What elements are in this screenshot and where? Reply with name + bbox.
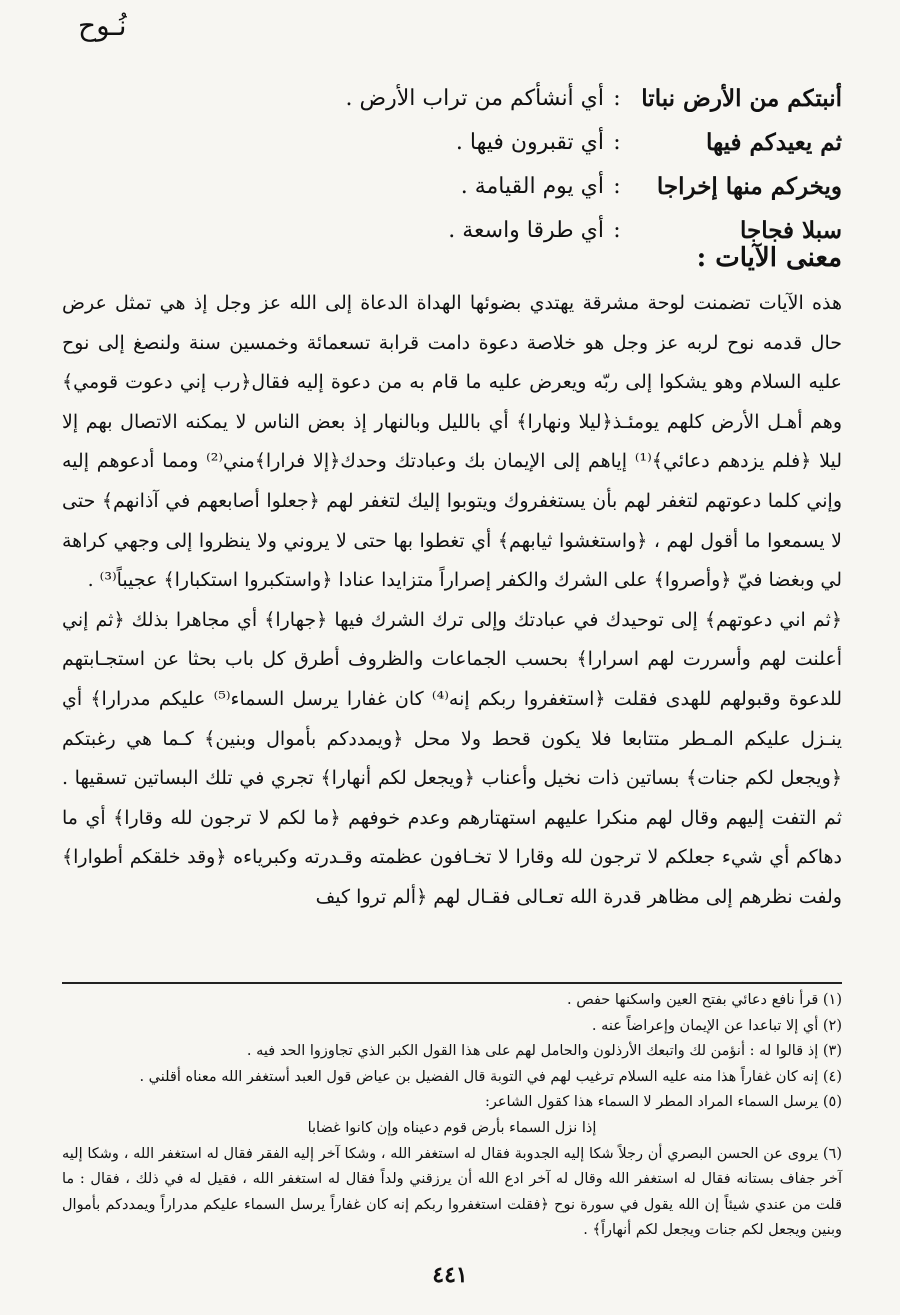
body-paragraph: هذه الآيات تضمنت لوحة مشرقة يهتدي بضوئها الهداة الدعاة إلى الله عز وجل إذ هي تمثل عرض حال قدمه نوح لربه عز وجل هو خلاصة دعوة دامت قرابة تسعمائة وخمسين سنة ولنصغ إلى نوح عليه السلام وهو يشكوا إلى ربّه ويعرض عليه ما قام به من دعوة إليه فقال﴿رب إني دعوت قومي﴾ وهم أهـل الأرض كلهم يومئـذ﴿ليلا ونهارا﴾ أي بالليل وبالنهار إذ بعض الناس لا يمكنه الاتصال بهم إلا ليلا ﴿فلم يزدهم دعائي﴾⁽¹⁾ إياهم إلى الإيمان بك وعبادتك وحدك﴿إلا فرارا﴾مني⁽²⁾ ومما أدعوهم إليه وإني كلما دعوتهم لتغفر لهم بأن يستغفروك ويتوبوا إليك لتغفر لهم ﴿جعلوا أصابعهم في آذانهم﴾ حتى لا يسمعوا ما أقول لهم ، ﴿واستغشوا ثيابهم﴾ أي تغطوا بها حتى لا يروني ولا ينظروا إلى وجهي كراهة لي وبغضا فيّ ﴿وأصروا﴾ على الشرك والكفر إصراراً متزايدا عنادا ﴿واستكبروا استكبارا﴾ عجيباً⁽³⁾ . [62,292,842,592]
glossary-term: ثم يعيدكم فيها [705,128,842,156]
footnote: (٦) يروى عن الحسن البصري أن رجلاً شكا إليه الجدوبة فقال له استغفر الله ، وشكا آخر إليه الفقر فقال له استغفر الله ، وشكا إليه آخر جفاف بستانه فقال له استغفر الله وقال له آخر ادع الله أن يرزقني ولداً فقال له استغفر الله ، فقيل له في ذلك ، فقال : ما قلت من عندي شيئاً إن الله يقول في سورة نوح ﴿فقلت استغفروا ربكم إنه كان غفاراً يرسل السماء عليكم مدراراً ويمددكم بأموال وبنين ويجعل لكم جنات ويجعل لكم أنهاراً﴾ . [62,1145,842,1239]
glossary-term: سبلا فجاجا [739,216,842,244]
glossary-row [322,120,842,164]
footnote-divider [62,982,842,984]
running-head: نُـوح [78,9,127,42]
glossary-definition: أي أنشأكم من تراب الأرض . [345,85,604,111]
glossary-definition: أي تقبرون فيها . [455,129,604,155]
glossary-colon: : [613,129,621,155]
footnotes [62,988,842,1244]
glossary-term: ويخركم منها إخراجا [656,172,842,200]
glossary [322,76,842,252]
footnote: (٣) إذ قالوا له : أنؤمن لك واتبعك الأرذلون والحامل لهم على هذا القول الكبر الذي تجاوزوا الحد فيه . [246,1043,842,1060]
footnote: (٤) إنه كان غفاراً هذا منه عليه السلام ترغيب لهم في التوبة قال الفضيل بن عياض قول العبد أستغفر الله معناه أقلني . [139,1068,842,1085]
glossary-definition: أي طرقا واسعة . [448,217,604,243]
glossary-row [322,164,842,208]
glossary-colon: : [613,217,621,243]
body-text [62,284,842,918]
glossary-term: أنبتكم من الأرض نباتا [641,84,842,112]
footnote: (٢) أي إلا تباعدا عن الإيمان وإعراضاً عنه . [591,1017,842,1034]
glossary-definition: أي يوم القيامة . [460,173,604,199]
page-number: ٤٤١ [432,1262,468,1288]
glossary-colon: : [613,85,621,111]
glossary-colon: : [613,173,621,199]
section-title: معنى الآيات : [696,243,842,273]
body-paragraph: ﴿ثم اني دعوتهم﴾ إلى توحيدك في عبادتك وإلى ترك الشرك فيها ﴿جهارا﴾ أي مجاهرا بذلك ﴿ثم إني أعلنت لهم وأسررت لهم اسرارا﴾ بحسب الجماعات والظروف أطرق كل باب بحثا عن استجـابتهم للدعوة وقبولهم للهدى فقلت ﴿استغفروا ربكم إنه⁽⁴⁾ كان غفارا يرسل السماء⁽⁵⁾ عليكم مدرارا﴾ أي ينـزل عليكم المـطر متتابعا فلا يكون قحط ولا محل ﴿ويمددكم بأموال وبنين﴾ كـما هي رغبتكم ﴿ويجعل لكم جنات﴾ بساتين ذات نخيل وأعناب ﴿ويجعل لكم أنهارا﴾ تجري في تلك البساتين تسقيها . ثم التفت إليهم وقال لهم منكرا عليهم استهتارهم وعدم خوفهم ﴿ما لكم لا ترجون لله وقارا﴾ أي ما دهاكم أي شيء جعلكم لا ترجون لله وقارا لا تخـافون عظمته وقـدرته وكبرياءه ﴿وقد خلقكم أطوارا﴾ ولفت نظرهم إلى مظاهر قدرة الله تعـالى فقـال لهم ﴿ألم تروا كيف [62,608,843,908]
glossary-row [322,76,842,120]
poetry-verse: إذا نزل السماء بأرض قوم دعيناه وإن كانوا غضابا [307,1119,597,1136]
footnote: (٥) يرسل السماء المراد المطر لا السماء هذا كقول الشاعر: [485,1094,842,1111]
footnote: (١) قرأ نافع دعائي بفتح العين واسكنها حفص . [566,992,842,1008]
